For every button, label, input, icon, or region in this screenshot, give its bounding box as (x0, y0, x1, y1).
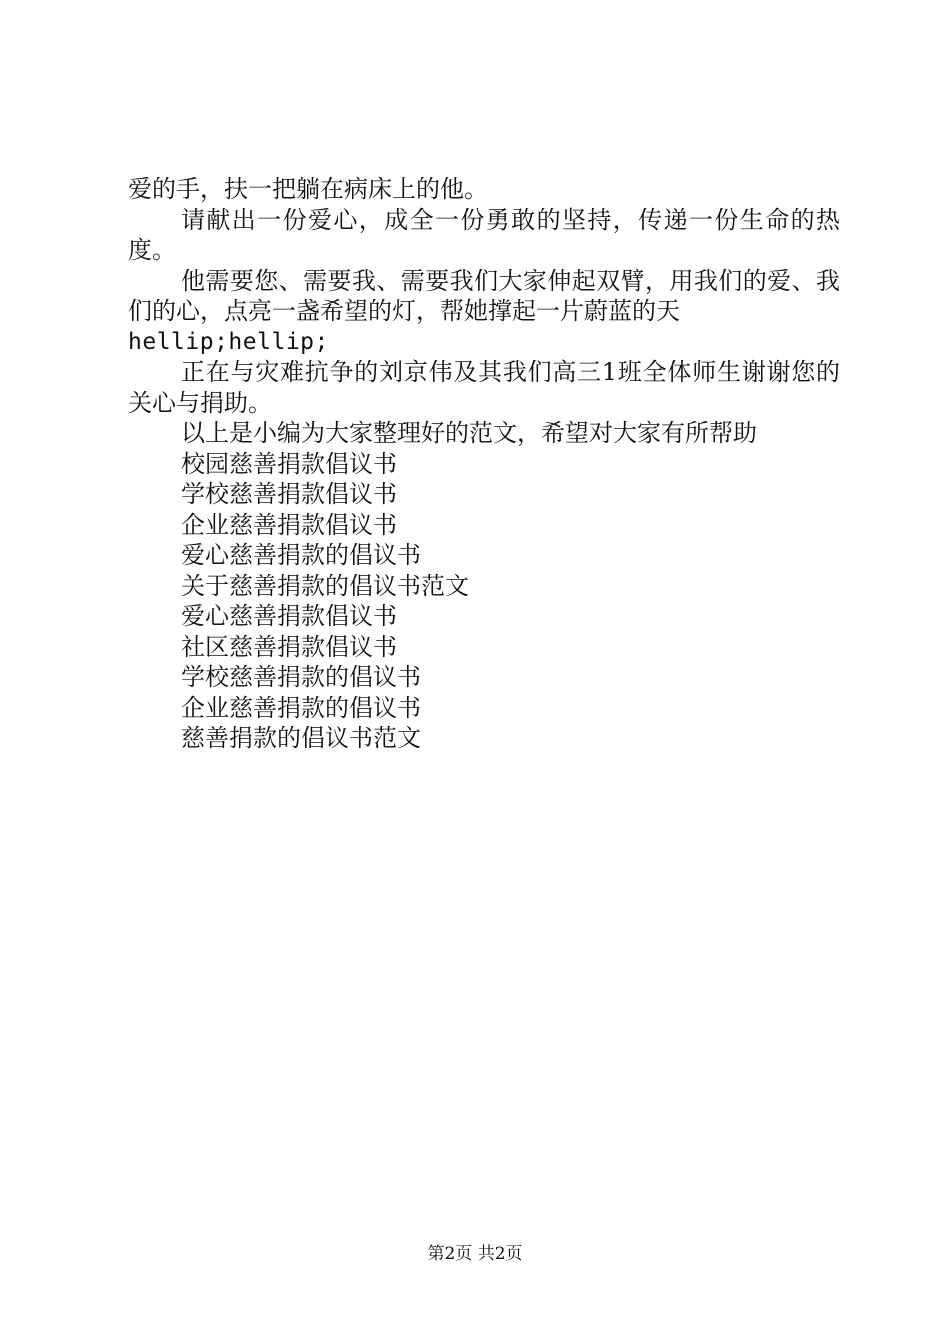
page-number-footer: 第2页 共2页 (427, 1244, 523, 1264)
paragraph-need: 他需要您、需要我、需要我们大家伸起双臂，用我们的爱、我们的心，点亮一盏希望的灯，帮她撑起一片蔚蓝的天 (128, 266, 840, 325)
paragraph-thanks: 正在与灾难抗争的刘京伟及其我们高三1班全体师生谢谢您的关心与捐助。 (128, 358, 840, 417)
related-title: 学校慈善捐款倡议书 (181, 480, 397, 508)
related-titles-list (128, 449, 840, 754)
related-title: 企业慈善捐款的倡议书 (181, 693, 421, 722)
related-title: 关于慈善捐款的倡议书范文 (181, 571, 469, 600)
paragraph-continuation: 爱的手，扶一把躺在病床上的他。 (128, 175, 488, 203)
related-title: 爱心慈善捐款倡议书 (181, 602, 397, 630)
related-title: 社区慈善捐款倡议书 (181, 632, 397, 661)
paragraph-appeal: 请献出一份爱心，成全一份勇敢的坚持，传递一份生命的热度。 (128, 205, 840, 264)
paragraph-editor-note: 以上是小编为大家整理好的范文，希望对大家有所帮助 (181, 419, 757, 447)
related-title: 爱心慈善捐款的倡议书 (181, 541, 421, 569)
paragraph-ellipsis: hellip;hellip; (128, 328, 329, 355)
document-body (128, 174, 840, 754)
related-title: 校园慈善捐款倡议书 (181, 449, 397, 478)
related-title: 学校慈善捐款的倡议书 (181, 663, 421, 691)
related-title: 慈善捐款的倡议书范文 (181, 724, 421, 752)
related-title: 企业慈善捐款倡议书 (181, 510, 397, 539)
